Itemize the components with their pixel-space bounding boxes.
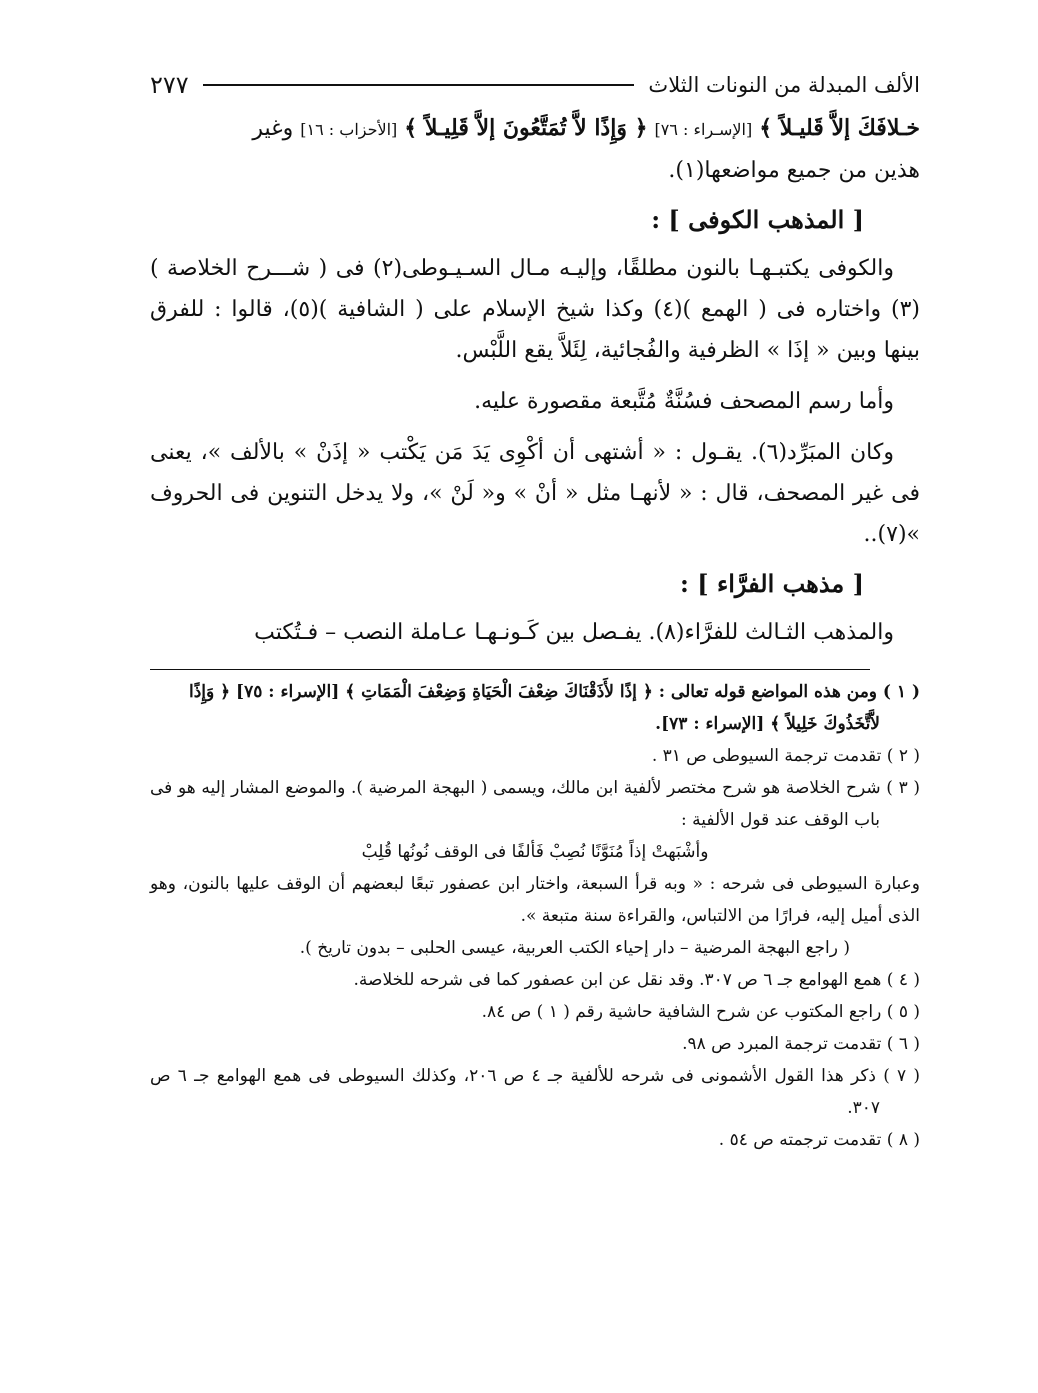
document-page bbox=[150, 68, 920, 1156]
footnotes bbox=[150, 676, 920, 1156]
quran-quote-1: خـلافَكَ إلاَّ قَليـلاً ﴾ bbox=[759, 115, 920, 141]
footnote-3: ( ٣ ) شرح الخلاصة هو شرح مختصر لألفية ابن مالك، ويسمى ( البهجة المرضية ). والموضع المشار إليه هو فى باب الوقف عند قول الألفية : bbox=[150, 778, 920, 830]
page-number: ٢٧٧ bbox=[150, 71, 189, 99]
footnote-1-cont: لاَّتَّخَذُوكَ خَلِيلاً ﴾ [الإسراء : ٧٣]. bbox=[655, 714, 880, 734]
surah-ref-1: [الإسـراء : ٧٦] bbox=[654, 120, 753, 139]
footnote-2: ( ٢ ) تقدمت ترجمة السيوطى ص ٣١ . bbox=[651, 746, 920, 766]
footnote-1: ( ١ ) ومن هذه المواضع قوله تعالى : ﴿ إذًا لأَذَقْنَاكَ ضِعْفَ الْحَيَاةِ وَضِعْفَ الْمَمَاتِ ﴾ [الإسراء : ٧٥] ﴿ وَإِذًا bbox=[189, 682, 920, 702]
main-text bbox=[150, 108, 920, 653]
footnote-separator bbox=[150, 669, 870, 670]
paragraph-5: والمذهب الثـالث للفرَّاء(٨). يفـصل بين كَـونـهـا عـاملة النصب – فـتُكتب bbox=[254, 620, 894, 645]
footnote-3-verse: وأشْبَهتْ إذاً مُنَوَّنًا نُصِبْ فَألفًا فى الوقف نُونُها قُلِبْ bbox=[361, 842, 709, 862]
paragraph-1 bbox=[150, 108, 920, 191]
header-title: الألف المبدلة من النونات الثلاث bbox=[648, 73, 920, 97]
quran-quote-2: ﴿ وَإِذًا لاَّ تُمَتَّعُونَ إلاَّ قَلِيـلاً ﴾ bbox=[404, 115, 648, 141]
footnote-3-quote: وعبارة السيوطى فى شرحه : « وبه قرأ السبعة، واختار ابن عصفور تبعًا لبعضهم أن الوقف عليها بالنون، وهو الذى أميل إليه، فرارًا من الالتباس، والقراءة سنة متبعة ». bbox=[150, 874, 920, 926]
running-header bbox=[150, 68, 920, 102]
paragraph-3: وأما رسم المصحف فسُنَّةٌ مُتَّبعة مقصورة عليه. bbox=[474, 389, 894, 414]
footnote-7: ( ٧ ) ذكر هذا القول الأشمونى فى شرحه للألفية جـ ٤ ص ٢٠٦، وكذلك السيوطى فى همع الهوامع جـ ٦ ص ٣٠٧. bbox=[150, 1066, 920, 1118]
heading-farra: [ مذهب الفرَّاء ] : bbox=[680, 569, 864, 598]
paragraph-4: وكان المبَرِّد(٦). يقـول : « أشتهى أن أكْوِى يَدَ مَن يَكْتب « إذَنْ » بالألف »، يعنى فى غير المصحف، قال : « لأنهـا مثل « أنْ » و« لَنْ »، ولا يدخل التنوين فى الحروف »(٧).. bbox=[150, 440, 920, 547]
footnote-5: ( ٥ ) راجع المكتوب عن شرح الشافية حاشية رقم ( ١ ) ص ٨٤. bbox=[481, 1002, 920, 1022]
footnote-4: ( ٤ ) همع الهوامع جـ ٦ ص ٣٠٧. وقد نقل عن ابن عصفور كما فى شرحه للخلاصة. bbox=[353, 970, 920, 990]
header-rule bbox=[203, 84, 635, 86]
paragraph-1-tail: وغير bbox=[252, 116, 294, 141]
heading-kufi: [ المذهب الكوفى ] : bbox=[651, 205, 864, 234]
paragraph-2: والكوفى يكتبـهـا بالنون مطلقًا، وإليـه مـال السـيـوطى(٢) فى ( شـــرح الخلاصة )(٣) واختاره فى ( الهمع )(٤) وكذا شيخ الإسلام على ( الشافية )(٥)، قالوا : للفرق بينها وبين « إذَا » الظرفية والفُجائية، لِئَلاَّ يقع اللَّبْس. bbox=[150, 256, 920, 363]
footnote-3-source: ( راجع البهجة المرضية – دار إحياء الكتب العربية، عيسى الحلبى – بدون تاريخ ). bbox=[299, 938, 850, 958]
footnote-8: ( ٨ ) تقدمت ترجمته ص ٥٤ . bbox=[718, 1130, 920, 1150]
surah-ref-2: [الأحزاب : ١٦] bbox=[300, 120, 398, 139]
footnote-6: ( ٦ ) تقدمت ترجمة المبرد ص ٩٨. bbox=[682, 1034, 920, 1054]
paragraph-1-line-2: هذين من جميع مواضعها(١). bbox=[668, 158, 920, 183]
